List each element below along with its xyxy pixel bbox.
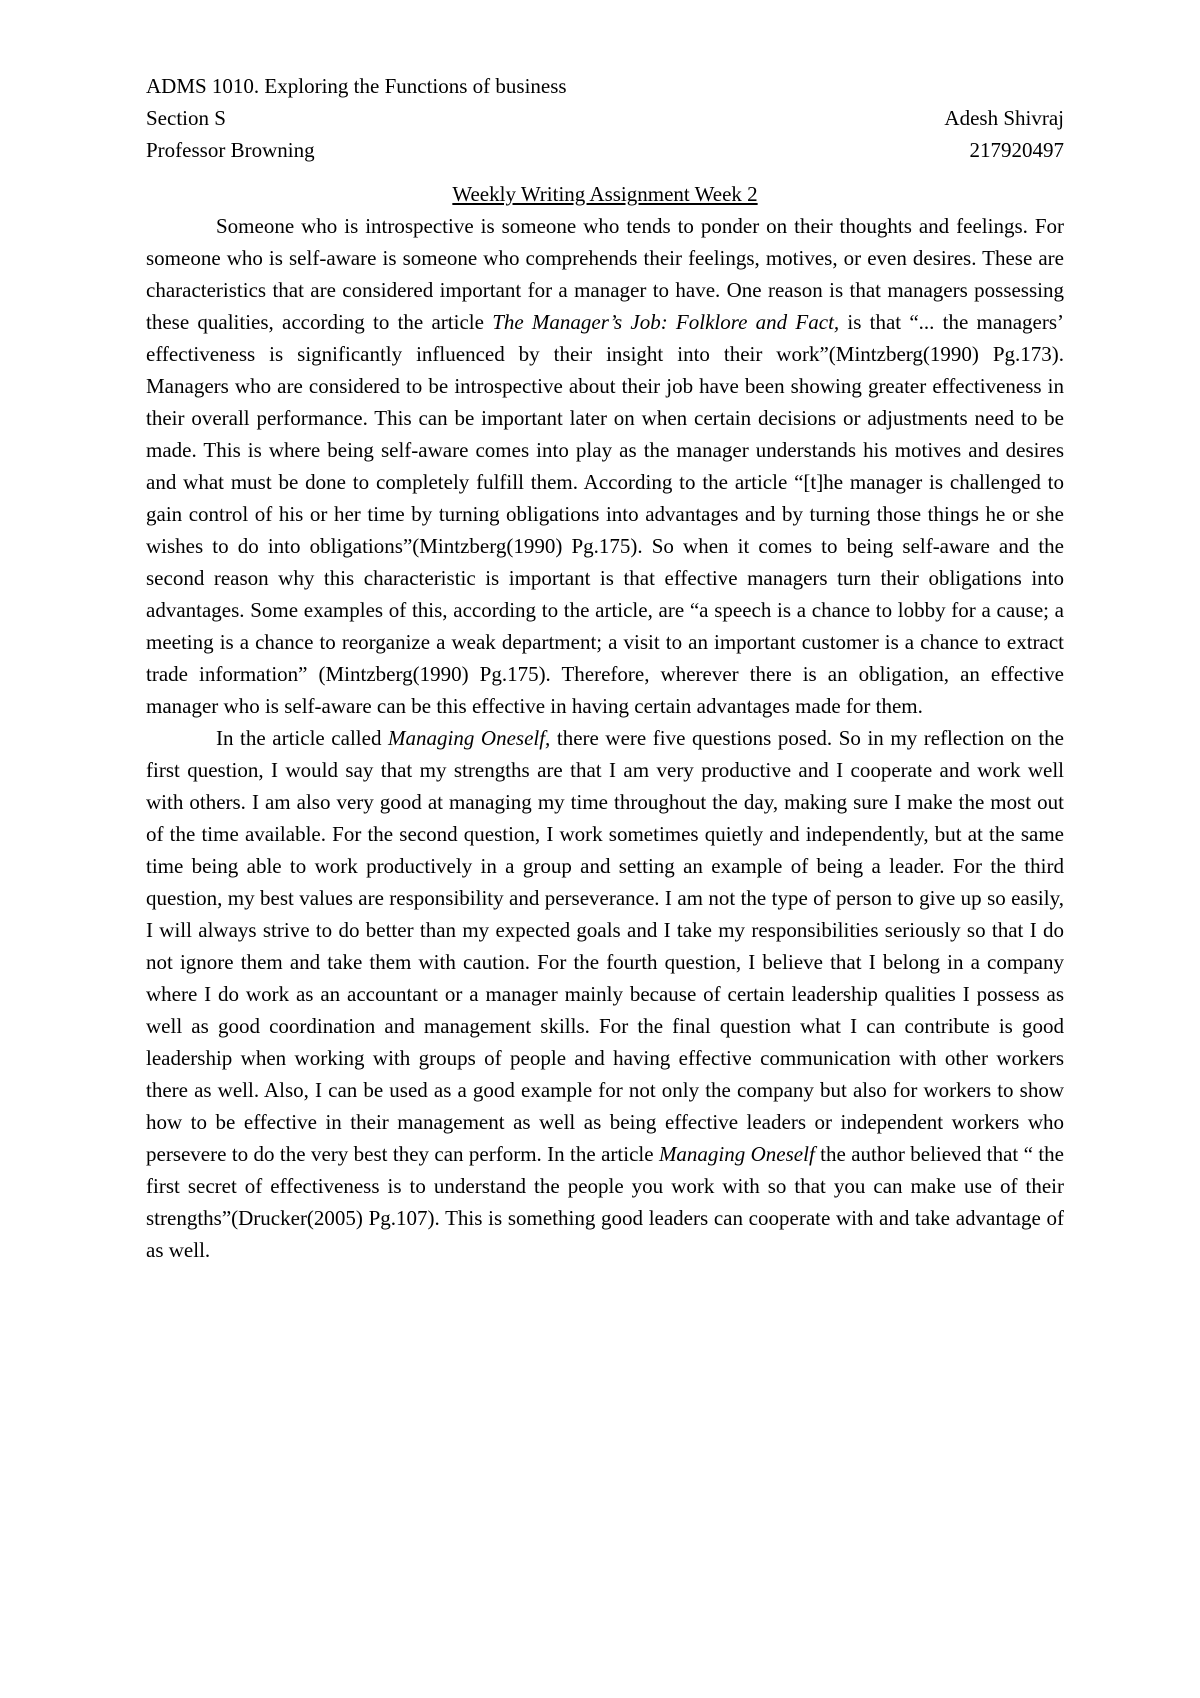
- course-title: ADMS 1010. Exploring the Functions of business: [146, 74, 567, 98]
- paragraph-1: [146, 210, 1064, 722]
- paragraph-2-text-c: the author believed that “ the first secret of effectiveness is to understand the people you work with so that you can make use of their strengths”(Drucker(2005) Pg.107). This is something good leaders can cooperate with and take advantage of as well.: [146, 1142, 1064, 1262]
- paragraph-1-text-a: Someone who is introspective is someone who tends to ponder on their thoughts and feelings. For someone who is self-aware is someone who comprehends their feelings, motives, or even desires. These are characteristics that are considered important for a manager to have. One reason is that managers possessing these qualities, according to the article: [146, 214, 1064, 334]
- professor-name: Professor Browning: [146, 138, 315, 162]
- document-page: [146, 70, 1064, 1266]
- paragraph-1-text-b: is that “... the managers’ effectiveness is significantly influenced by their insight into their work”(Mintzberg(1990) Pg.173). Managers who are considered to be introspective about their job have been showing greater effectiveness in their overall performance. This can be important later on when certain decisions or adjustments need to be made. This is where being self-aware comes into play as the manager understands his motives and desires and what must be done to completely fulfill them. According to the article “[t]he manager is challenged to gain control of his or her time by turning obligations into advantages and by turning those things he or she wishes to do into obligations”(Mintzberg(1990) Pg.175). So when it comes to being self-aware and the second reason why this characteristic is important is that effective managers turn their obligations into advantages. Some examples of this, according to the article, are “a speech is a chance to lobby for a cause; a meeting is a chance to reorganize a weak department; a visit to an important customer is a chance to extract trade information” (Mintzberg(1990) Pg.175). Therefore, wherever there is an obligation, an effective manager who is self-aware can be this effective in having certain advantages made for them.: [146, 310, 1064, 718]
- paragraph-2: [146, 722, 1064, 1266]
- article-title-managing-oneself-1: Managing Oneself,: [388, 726, 551, 750]
- paragraph-2-text-a: In the article called: [216, 726, 389, 750]
- header-section-line: [146, 102, 1064, 134]
- student-number: 217920497: [969, 138, 1064, 162]
- student-name: Adesh Shivraj: [944, 106, 1064, 130]
- paragraph-2-text-b: there were five questions posed. So in my reflection on the first question, I would say that my strengths are that I am very productive and I cooperate and work well with others. I am also very good at managing my time throughout the day, making sure I make the most out of the time available. For the second question, I work sometimes quietly and independently, but at the same time being able to work productively in a group and setting an example of being a leader. For the third question, my best values are responsibility and perseverance. I am not the type of person to give up so easily, I will always strive to do better than my expected goals and I take my responsibilities seriously so that I do not ignore them and take them with caution. For the fourth question, I believe that I belong in a company where I do work as an accountant or a manager mainly because of certain leadership qualities I possess as well as good coordination and management skills. For the final question what I can contribute is good leadership when working with groups of people and having effective communication with other workers there as well. Also, I can be used as a good example for not only the company but also for workers to show how to be effective in their management as well as being effective leaders or independent workers who persevere to do the very best they can perform. In the article: [146, 726, 1064, 1166]
- header-professor-line: [146, 134, 1064, 166]
- article-title-managers-job: The Manager’s Job: Folklore and Fact,: [492, 310, 840, 334]
- article-title-managing-oneself-2: Managing Oneself: [658, 1142, 815, 1166]
- header-course-line: [146, 70, 1064, 102]
- assignment-title: Weekly Writing Assignment Week 2: [452, 182, 758, 206]
- section-label: Section S: [146, 106, 226, 130]
